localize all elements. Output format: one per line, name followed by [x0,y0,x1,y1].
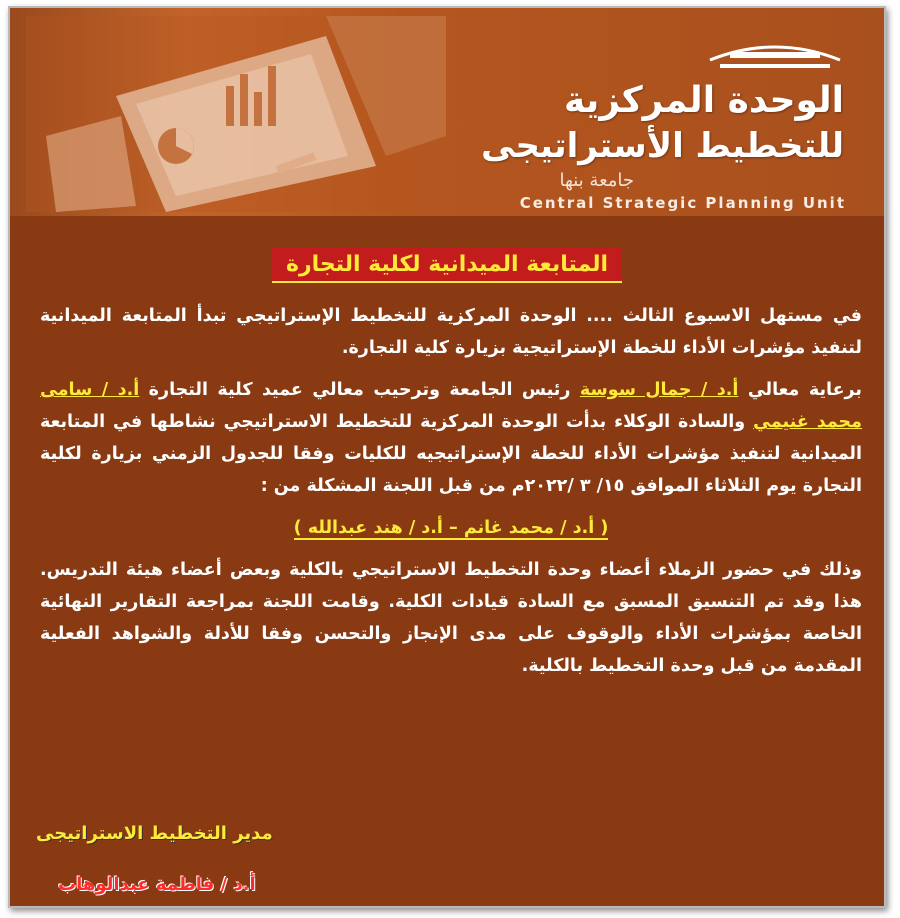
signature-title: مدير التخطيط الاستراتيجى [36,823,273,844]
paragraph-details: وذلك في حضور الزملاء أعضاء وحدة التخطيط الاستراتيجي بالكلية وبعض أعضاء هيئة التدريس. هذا وقد تم التنسيق المسبق مع السادة قيادات الكلية. وقامت اللجنة بمراجعة التقارير النهائية الخاصة بمؤشرات الأداء والوقوف على مدى الإنجاز والتحسن وفقا للأدلة والشواهد الفعلية المقدمة من قبل وحدة التخطيط بالكلية. [40,560,862,676]
committee-line [40,512,862,544]
signature-name: أ.د / فاطمة عبدالوهاب [58,874,256,895]
documents-charts-illustration [26,16,446,212]
visit-text-2: رئيس الجامعة وترحيب معالي عميد كلية التجارة [139,380,580,400]
english-unit-name: Central Strategic Planning Unit [519,194,846,212]
president-name: أ.د / جمال سوسة [579,380,739,400]
heading-container [10,248,884,283]
paragraph-intro: في مستهل الاسبوع الثالث .... الوحدة المركزية للتخطيط الإستراتيجي تبدأ المتابعة الميدانية لتنفيذ مؤشرات الأداء للخطة الإستراتيجية بزيارة كلية التجارة. [40,306,862,358]
unit-subtitle: للتخطيط الأستراتيجى [481,126,844,166]
visit-text-1: برعاية معالي [738,380,862,400]
paragraph-visit [40,374,862,502]
unit-title: الوحدة المركزية [563,80,844,121]
dean-name: أ.د / سامى محمد غنيمي [40,380,862,432]
header-banner [10,8,884,216]
university-name: جامعة بنها [559,170,634,191]
announcement-card [8,6,886,908]
committee-members: ( أ.د / محمد غانم – أ.د / هند عبدالله ) [293,518,609,538]
page-heading: المتابعة الميدانية لكلية التجارة [272,248,622,283]
visit-text-3: والسادة الوكلاء بدأت الوحدة المركزية للتخطيط الاستراتيجي نشاطها في المتابعة الميدانية لتنفيذ مؤشرات الأداء للخطة الإستراتيجيه للكليات وفقا للجدول الزمني بزيارة لكلية التجارة يوم الثلاثاء الموافق ١٥/ ٣ /٢٠٢٢م من قبل اللجنة المشكلة من : [40,412,862,496]
announcement-body [40,300,862,692]
university-logo [700,34,850,74]
